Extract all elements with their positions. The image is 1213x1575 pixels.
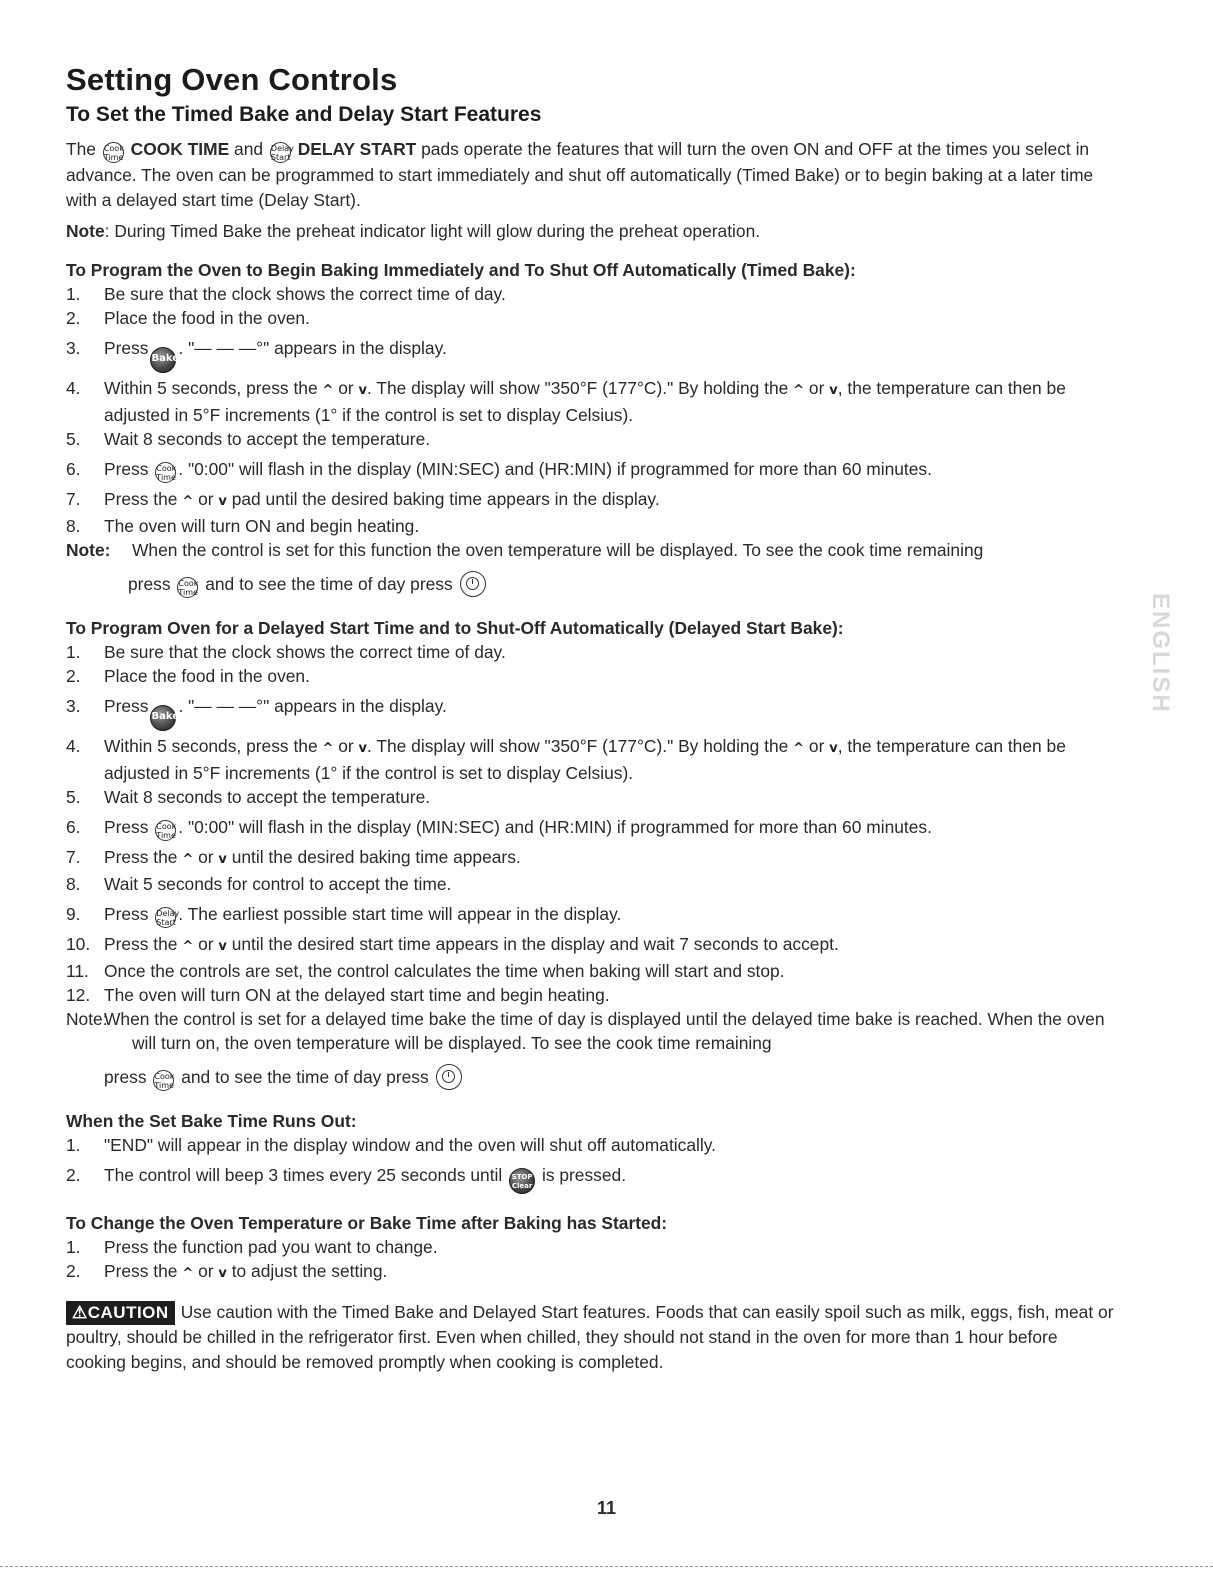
preheat-note: Note: During Timed Bake the preheat indicator light will glow during the preheat operation. [66, 221, 761, 241]
press-line: press Cook Time and to see the time of day press [66, 1059, 1116, 1095]
list-item: 8. Wait 5 seconds for control to accept the time. [66, 874, 452, 894]
press-line: press Cook Time and to see the time of day press [66, 566, 1116, 602]
list-item: 7. Press the ^ or v pad until the desired baking time appears in the display. [66, 489, 660, 509]
manual-page [66, 62, 1116, 1375]
down-arrow-icon: v [218, 494, 227, 509]
up-arrow-icon: ^ [182, 852, 194, 867]
timed-bake-note: Note: When the control is set for this function the oven temperature will be displayed. To see the cook time remaining [66, 540, 984, 560]
bake-pad-icon: Bake [150, 705, 176, 731]
up-arrow-icon: ^ [182, 494, 194, 509]
up-arrow-icon: ^ [793, 741, 805, 756]
down-arrow-icon: v [358, 741, 368, 756]
down-arrow-icon: v [218, 1266, 227, 1281]
cook-time-pad-icon: Cook Time [154, 1072, 175, 1090]
down-arrow-icon: v [218, 939, 227, 954]
up-arrow-icon: ^ [322, 383, 334, 398]
cook-time-pad-icon: Cook Time [103, 144, 124, 162]
list-item: 7. Press the ^ or v until the desired baking time appears. [66, 847, 521, 867]
list-item: 2. Place the food in the oven. [66, 666, 310, 686]
up-arrow-icon: ^ [182, 1266, 194, 1281]
up-arrow-icon: ^ [322, 741, 334, 756]
list-item: 8. The oven will turn ON and begin heating. [66, 516, 420, 536]
page-subtitle: To Set the Timed Bake and Delay Start Features [66, 103, 542, 126]
list-item: 5. Wait 8 seconds to accept the temperature. [66, 429, 431, 449]
up-arrow-icon: ^ [182, 939, 194, 954]
list-item: 1. Be sure that the clock shows the correct time of day. [66, 642, 506, 662]
delayed-bake-note: Note: When the control is set for a delayed time bake the time of day is displayed until the delayed time bake is reached. When the oven will turn on, the oven temperature will be displayed. To see the cook time remaining [66, 1009, 1105, 1053]
cook-time-pad-icon: Cook Time [156, 464, 177, 482]
list-item: 11. Once the controls are set, the control calculates the time when baking will start and stop. [66, 961, 785, 981]
down-arrow-icon: v [829, 741, 838, 756]
list-item: 10. Press the ^ or v until the desired start time appears in the display and wait 7 seconds to accept. [66, 934, 839, 954]
side-tab-label: ENGLISH [1147, 592, 1174, 714]
down-arrow-icon: v [218, 852, 227, 867]
list-item: 1. "END" will appear in the display window and the oven will shut off automatically. [66, 1135, 716, 1155]
caution-badge: ⚠CAUTION [66, 1301, 175, 1325]
delay-start-pad-icon: Delay Start [156, 909, 180, 927]
list-item: 2. The control will beep 3 times every 25 seconds until STOP Clear is pressed. [66, 1160, 1116, 1194]
cook-time-pad-icon: Cook Time [178, 579, 199, 597]
down-arrow-icon: v [829, 383, 838, 398]
list-item: 6. Press Cook Time . "0:00" will flash in the display (MIN:SEC) and (HR:MIN) if programmed for more than 60 minutes. [66, 817, 932, 840]
delay-start-pad-icon: Delay Start [270, 144, 294, 162]
section-delayed-start-heading: To Program Oven for a Delayed Start Time and to Shut-Off Automatically (Delayed Start Bake): [66, 618, 844, 638]
list-item: 9. Press Delay Start . The earliest possible start time will appear in the display. [66, 904, 622, 927]
list-item: 2. Press the ^ or v to adjust the setting. [66, 1261, 388, 1281]
up-arrow-icon: ^ [793, 383, 805, 398]
section-change-temp-heading: To Change the Oven Temperature or Bake Time after Baking has Started: [66, 1213, 668, 1233]
list-item: 4. Within 5 seconds, press the ^ or v. The display will show "350°F (177°C)." By holding the ^ or v, the temperature can then be adjusted in 5°F increments (1° if the control is set to display Celsius). [66, 378, 1066, 425]
list-item: 12. The oven will turn ON at the delayed start time and begin heating. [66, 985, 610, 1005]
section-time-runs-out-heading: When the Set Bake Time Runs Out: [66, 1111, 357, 1131]
list-item: 2. Place the food in the oven. [66, 308, 310, 328]
list-item: 3. PressBake. "— — —°" appears in the display. [66, 333, 1116, 373]
list-item: 1. Be sure that the clock shows the correct time of day. [66, 284, 506, 304]
list-item: 3. PressBake. "— — —°" appears in the display. [66, 691, 1116, 731]
list-item: 1. Press the function pad you want to change. [66, 1237, 438, 1257]
stop-clear-pad-icon: STOP Clear [509, 1168, 535, 1194]
list-item: 6. Press Cook Time . "0:00" will flash in the display (MIN:SEC) and (HR:MIN) if programmed for more than 60 minutes. [66, 459, 932, 482]
bottom-divider [0, 1566, 1213, 1567]
page-title: Setting Oven Controls [66, 62, 398, 97]
list-item: 4. Within 5 seconds, press the ^ or v. The display will show "350°F (177°C)." By holding the ^ or v, the temperature can then be adjusted in 5°F increments (1° if the control is set to display Celsius). [66, 736, 1066, 783]
caution-paragraph: ⚠CAUTION Use caution with the Timed Bake and Delayed Start features. Foods that can easily spoil such as milk, eggs, fish, meat or poultry, should be chilled in the refrigerator first. Even when chilled, they should not stand in the oven for more than 1 hour before cooking begins, and should be removed promptly when cooking is completed. [66, 1302, 1114, 1372]
section-timed-bake-heading: To Program the Oven to Begin Baking Immediately and To Shut Off Automatically (Timed Bake): [66, 260, 856, 280]
down-arrow-icon: v [358, 383, 368, 398]
intro-paragraph: The Cook Time COOK TIME and Delay Start DELAY START pads operate the features that will turn the oven ON and OFF at the times you select in advance. The oven can be programmed to start immediately and shut off automatically (Timed Bake) or to begin baking at a later time with a delayed start time (Delay Start). [66, 139, 1094, 210]
clock-pad-icon [460, 571, 486, 597]
list-item: 5. Wait 8 seconds to accept the temperature. [66, 787, 431, 807]
page-number: 11 [596, 1498, 617, 1518]
clock-pad-icon [436, 1064, 462, 1090]
bake-pad-icon: Bake [150, 347, 176, 373]
cook-time-pad-icon: Cook Time [156, 822, 177, 840]
